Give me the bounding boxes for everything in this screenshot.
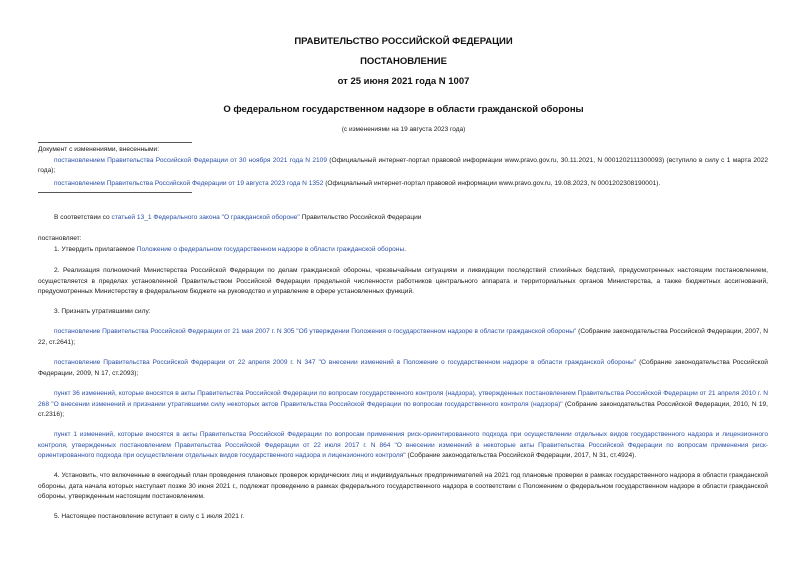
paragraph-1-pre: 1. Утвердить прилагаемое xyxy=(54,246,137,253)
regulation-link[interactable]: Положение о федеральном государственном надзоре в области гражданской обороны xyxy=(136,246,405,253)
repealed-link[interactable]: пункт 36 изменений, которые вносятся в акты Правительства Российской Федерации по вопросам государственного контроля (надзора), утвержденных постановлением Правительства Российской Федерации от 21 апреля 2010 г. N 268 "О внесении изменений и признании утратившими силу некоторых актов Правительства Российской Федерации по вопросам государственного контроля (надзора)" xyxy=(38,390,768,408)
repealed-text: (Собрание законодательства Российской Федерации, 2010, N 19, ст.2316); xyxy=(38,400,768,419)
repealed-text: (Собрание законодательства Российской Федерации, 2009, N 17, ст.2093); xyxy=(38,359,768,377)
change-item xyxy=(38,179,768,190)
paragraph-1-post: . xyxy=(404,246,407,253)
doc-type-heading: ПОСТАНОВЛЕНИЕ xyxy=(360,56,447,67)
repealed-text: (Собрание законодательства Российской Федерации, 2017, N 31, ст.4924). xyxy=(405,452,637,460)
paragraph-1 xyxy=(38,245,768,256)
repealed-link[interactable]: постановление Правительства Российской Федерации от 21 мая 2007 г. N 305 "Об утверждении Положения о государственном надзоре в области гражданской обороны" xyxy=(54,328,577,335)
change-link[interactable]: постановлением Правительства Российской Федерации от 30 ноября 2021 года N 2109 xyxy=(54,156,327,164)
edition-note: (с изменениями на 19 августа 2023 года) xyxy=(341,126,466,133)
changes-block xyxy=(38,145,768,189)
preamble-pre: В соответствии со xyxy=(54,214,112,221)
change-text: (Официальный интернет-портал правовой информации www.pravo.gov.ru, 30.11.2021, N 0001202111300093) (вступило в силу с 1 марта 2022 года); xyxy=(38,156,768,175)
changes-intro: Документ с изменениями, внесенными: xyxy=(38,146,160,153)
paragraph-2: 2. Реализация полномочий Министерства Российской Федерации по делам гражданской обороны, чрезвычайным ситуациям и ликвидации последствий стихийных бедствий, предусмотренных настоящим постановлением, осуществляется в пределах установленной Правительством Российской Федерации предельной численности работников центрального аппарата и территориальных органов Министерства, а также бюджетных ассигнований, предусмотренных Министерству в федеральном бюджете на руководство и управление в сфере установленных функций. xyxy=(38,267,768,296)
preamble-post: Правительство Российской Федерации xyxy=(299,214,422,221)
divider-bottom xyxy=(38,192,192,193)
paragraph-5: 5. Настоящее постановление вступает в силу с 1 июля 2021 г. xyxy=(54,513,245,520)
change-text: (Официальный интернет-портал правовой информации www.pravo.gov.ru, 19.08.2023, N 0001202308190001). xyxy=(323,179,661,187)
change-item xyxy=(38,156,768,177)
repealed-item xyxy=(38,358,768,379)
repealed-item xyxy=(38,430,768,462)
paragraph-4: 4. Установить, что включенные в ежегодный план проведения плановых проверок юридических лиц и индивидуальных предпринимателей на 2021 год плановые проверки в рамках государственного надзора в области гражданской обороны, дата начала которых наступает позже 30 июня 2021 г., подлежат проведению в рамках федерального государственного надзора в соответствии с Положением о федеральном государственном надзоре в области гражданской обороны, утвержденным настоящим постановлением. xyxy=(38,472,768,501)
repealed-item xyxy=(38,389,768,421)
document-title: О федеральном государственном надзоре в области гражданской обороны xyxy=(223,104,584,115)
repealed-text: (Собрание законодательства Российской Федерации, 2007, N 22, ст.2641); xyxy=(38,328,768,346)
repealed-link[interactable]: постановление Правительства Российской Федерации от 22 апреля 2009 г. N 347 "О внесении изменений в Положение о государственном надзоре в области гражданской обороны" xyxy=(54,359,637,366)
repealed-item xyxy=(38,327,768,348)
divider-top xyxy=(38,142,192,143)
change-link[interactable]: постановлением Правительства Российской Федерации от 19 августа 2023 года N 1352 xyxy=(54,179,324,187)
repealed-link[interactable]: пункт 1 изменений, которые вносятся в акты Правительства Российской Федерации по вопросам применения риск-ориентированного подхода при осуществлении отдельных видов государственного надзора и лицензионного контроля, утвержденных постановлением Правительства Российской Федерации от 22 июля 2017 г. N 864 "О внесении изменений в некоторые акты Правительства Российской Федерации по вопросам применения риск-ориентированного подхода при осуществлении отдельных видов государственного надзора и лицензионного контроля" xyxy=(38,431,768,460)
preamble xyxy=(38,213,768,224)
law-article-link[interactable]: статьей 13_1 Федерального закона "О гражданской обороне" xyxy=(111,214,300,221)
decree-word: постановляет: xyxy=(38,235,82,242)
date-number: от 25 июня 2021 года N 1007 xyxy=(337,76,470,87)
paragraph-3: 3. Признать утратившими силу: xyxy=(54,308,151,315)
government-heading: ПРАВИТЕЛЬСТВО РОССИЙСКОЙ ФЕДЕРАЦИИ xyxy=(294,36,513,47)
